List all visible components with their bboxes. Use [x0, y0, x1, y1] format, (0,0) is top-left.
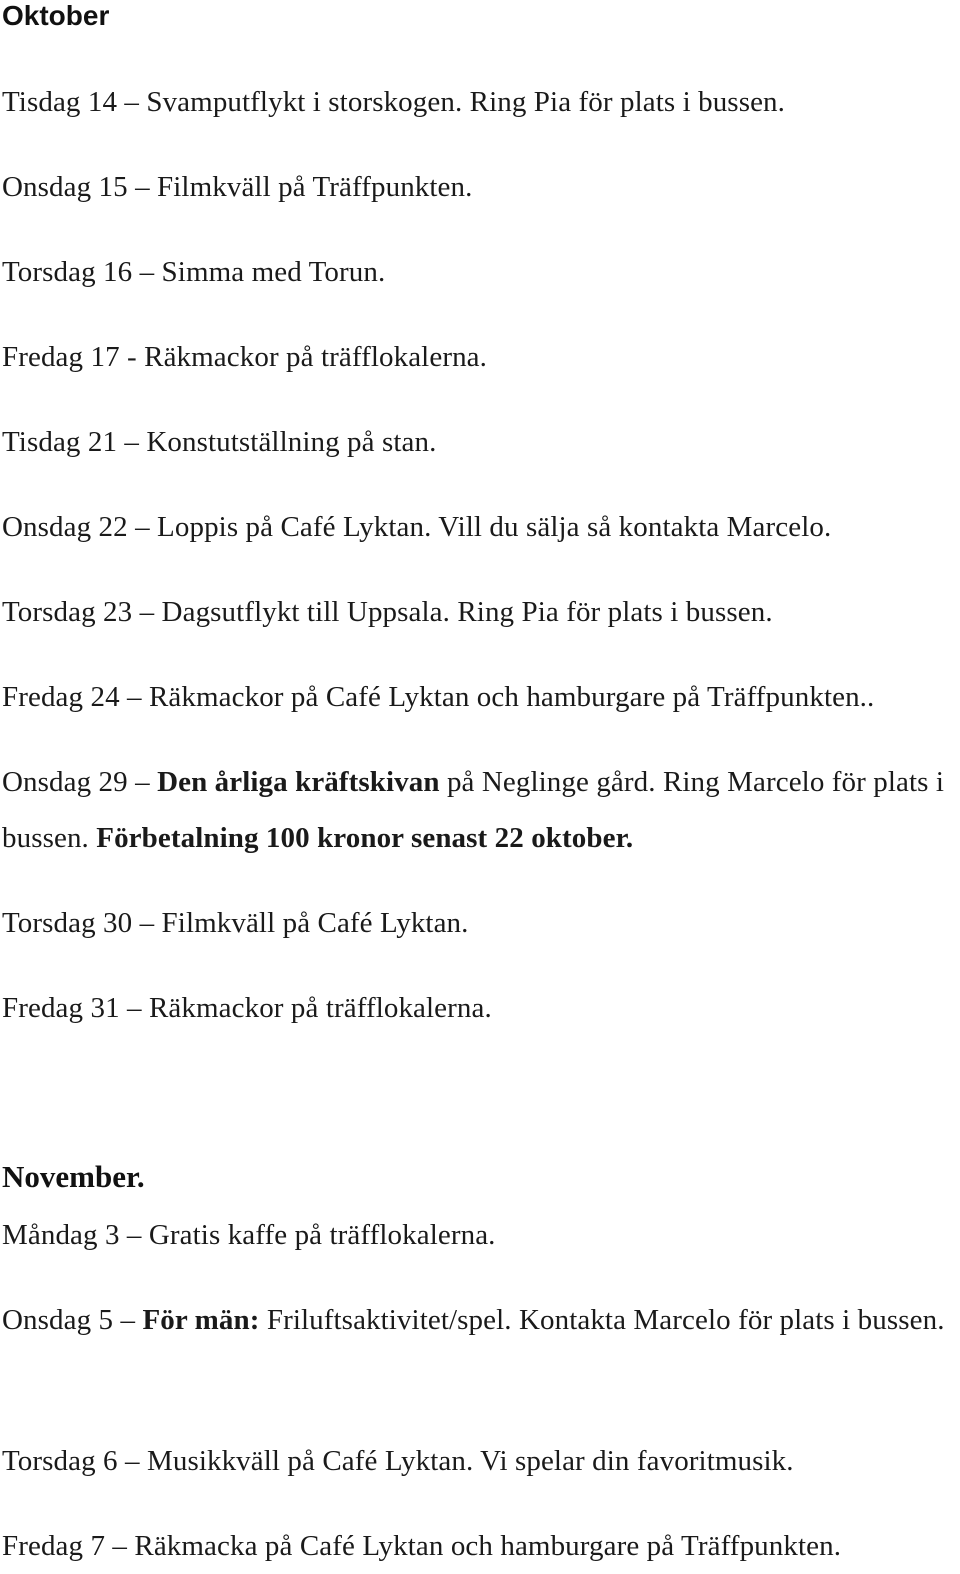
event-nov-5-highlight: För män: [142, 1304, 260, 1336]
event-oct-29-prefix: Onsdag 29 – [2, 766, 158, 798]
november-heading: November. [2, 1159, 145, 1194]
event-nov-6: Torsdag 6 – Musikkväll på Café Lyktan. Vi spelar din favoritmusik. [2, 1445, 794, 1477]
october-heading: Oktober [2, 0, 110, 31]
event-oct-16: Torsdag 16 – Simma med Torun. [2, 256, 386, 288]
event-oct-14: Tisdag 14 – Svamputflykt i storskogen. Ring Pia för plats i bussen. [2, 86, 786, 118]
event-nov-3: Måndag 3 – Gratis kaffe på träfflokalerna. [2, 1219, 496, 1251]
event-oct-22: Onsdag 22 – Loppis på Café Lyktan. Vill du sälja så kontakta Marcelo. [2, 511, 832, 543]
event-oct-29-payment-note: Förbetalning 100 kronor senast 22 oktober. [96, 822, 634, 854]
event-oct-23: Torsdag 23 – Dagsutflykt till Uppsala. Ring Pia för plats i bussen. [2, 596, 773, 628]
event-oct-30: Torsdag 30 – Filmkväll på Café Lyktan. [2, 907, 469, 939]
event-oct-29 [2, 754, 952, 866]
event-oct-24: Fredag 24 – Räkmackor på Café Lyktan och hamburgare på Träffpunkten.. [2, 681, 875, 713]
event-oct-29-details: på Neglinge gård. Ring Marcelo för plats i bussen. [2, 766, 945, 854]
event-oct-15: Onsdag 15 – Filmkväll på Träffpunkten. [2, 171, 473, 203]
event-nov-5 [2, 1292, 952, 1348]
event-nov-7: Fredag 7 – Räkmacka på Café Lyktan och hamburgare på Träffpunkten. [2, 1530, 842, 1562]
event-oct-31: Fredag 31 – Räkmackor på träfflokalerna. [2, 992, 492, 1024]
event-nov-5-prefix: Onsdag 5 – [2, 1304, 143, 1336]
event-oct-17: Fredag 17 - Räkmackor på träfflokalerna. [2, 341, 487, 373]
event-oct-29-highlight: Den årliga kräftskivan [157, 766, 440, 798]
event-oct-21: Tisdag 21 – Konstutställning på stan. [2, 426, 437, 458]
event-nov-5-details: Friluftsaktivitet/spel. Kontakta Marcelo för plats i bussen. [259, 1304, 945, 1336]
